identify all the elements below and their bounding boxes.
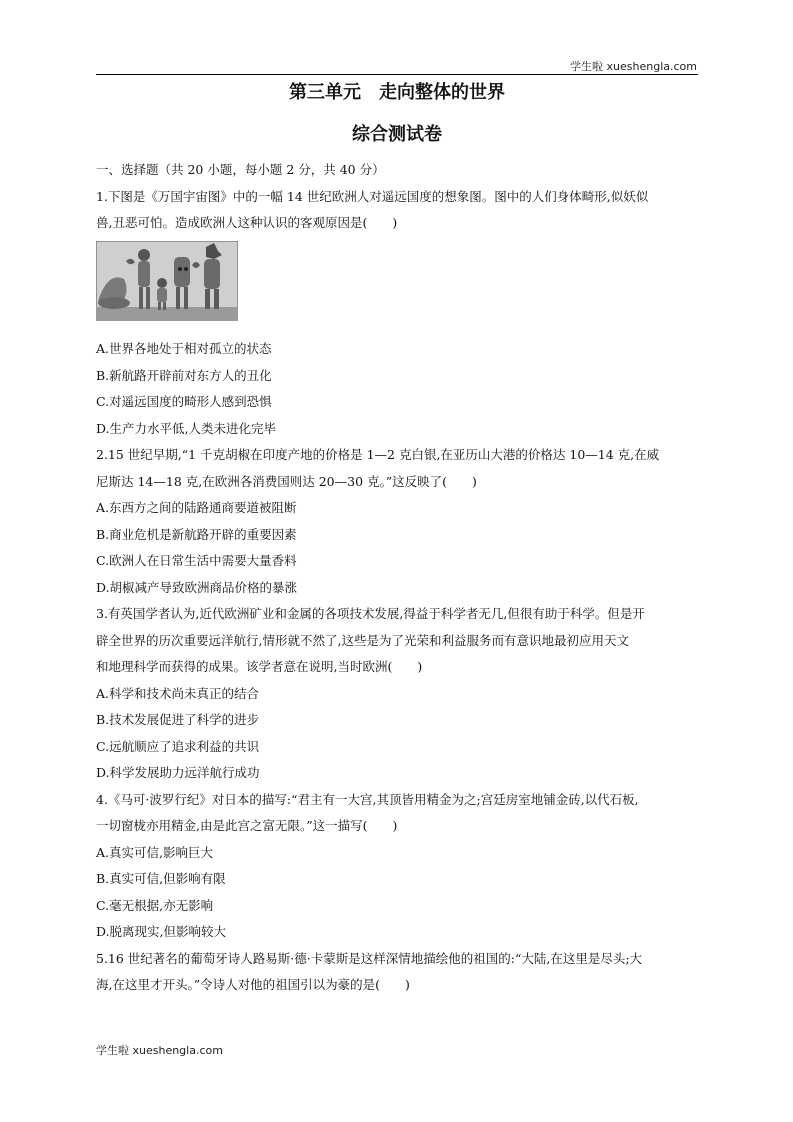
footer-brand: 学生啦 xueshengla.com <box>96 1044 223 1057</box>
option-b: B.新航路开辟前对东方人的丑化 <box>96 367 272 383</box>
question-3 <box>96 601 698 787</box>
option-a: A.科学和技术尚未真正的结合 <box>96 685 260 701</box>
option-d: D.胡椒减产导致欧洲商品价格的暴涨 <box>96 579 298 595</box>
question-stem-line: 尼斯达 14—18 克,在欧洲各消费国则达 20—30 克。”这反映了( ) <box>96 473 477 489</box>
option-b: B.技术发展促进了科学的进步 <box>96 712 260 727</box>
question-1 <box>96 184 698 443</box>
option-a: A.真实可信,影响巨大 <box>96 844 213 860</box>
question-stem-line: 和地理科学而获得的成果。该学者意在说明,当时欧洲( ) <box>96 659 423 674</box>
question-stem-line: 3.有英国学者认为,近代欧洲矿业和金属的各项技术发展,得益于科学者无几,但很有助于科学。但是开 <box>96 606 645 621</box>
question-stem-line: 4.《马可·波罗行纪》对日本的描写:“君主有一大宫,其顶皆用精金为之;宫廷房室地铺金砖,以代石板, <box>96 791 639 807</box>
option-d: D.生产力水平低,人类未进化完毕 <box>96 420 277 436</box>
question-stem-line: 2.15 世纪早期,“1 千克胡椒在印度产地的价格是 1—2 克白银,在亚历山大港的价格达 10—14 克,在威 <box>96 447 660 462</box>
question-stem-line: 辟全世界的历次重要远洋航行,情形就不然了,这些是为了光荣和利益服务而有意识地最初应用天文 <box>96 632 629 648</box>
section-heading: 一、选择题（共 20 小题，每小题 2 分，共 40 分） <box>96 162 385 177</box>
page-title: 第三单元 走向整体的世界 <box>289 82 505 103</box>
question-2 <box>96 442 698 601</box>
header-rule <box>96 74 698 75</box>
option-d: D.脱离现实,但影响较大 <box>96 924 227 939</box>
option-c: C.对遥远国度的畸形人感到恐惧 <box>96 394 272 409</box>
woodcut-illustration <box>96 241 238 321</box>
question-stem-line: 一切窗栊亦用精金,由是此宫之富无限。”这一描写( ) <box>96 818 398 833</box>
page-subtitle: 综合测试卷 <box>352 124 442 145</box>
option-b: B.真实可信,但影响有限 <box>96 871 226 886</box>
option-d: D.科学发展助力远洋航行成功 <box>96 765 260 780</box>
question-stem-line: 5.16 世纪著名的葡萄牙诗人路易斯·德·卡蒙斯是这样深情地描绘他的祖国的:“大陆,在这里是尽头;大 <box>96 950 643 966</box>
option-a: A.世界各地处于相对孤立的状态 <box>96 341 272 356</box>
exam-content <box>96 157 698 999</box>
question-5 <box>96 946 698 999</box>
question-stem-line: 兽,丑恶可怕。造成欧洲人这种认识的客观原因是( ) <box>96 215 398 230</box>
option-c: C.远航顺应了追求利益的共识 <box>96 738 260 754</box>
option-c: C.毫无根据,亦无影响 <box>96 897 214 913</box>
option-c: C.欧洲人在日常生活中需要大量香料 <box>96 553 297 568</box>
question-stem-line: 1.下图是《万国宇宙图》中的一幅 14 世纪欧洲人对遥远国度的想象图。图中的人们身体畸形,似妖似 <box>96 188 649 204</box>
question-4 <box>96 787 698 946</box>
option-a: A.东西方之间的陆路通商要道被阻断 <box>96 500 297 515</box>
option-b: B.商业危机是新航路开辟的重要因素 <box>96 526 297 542</box>
header-brand: 学生啦 xueshengla.com <box>570 60 697 73</box>
question-stem-line: 海,在这里才开头。”令诗人对他的祖国引以为豪的是( ) <box>96 977 410 992</box>
